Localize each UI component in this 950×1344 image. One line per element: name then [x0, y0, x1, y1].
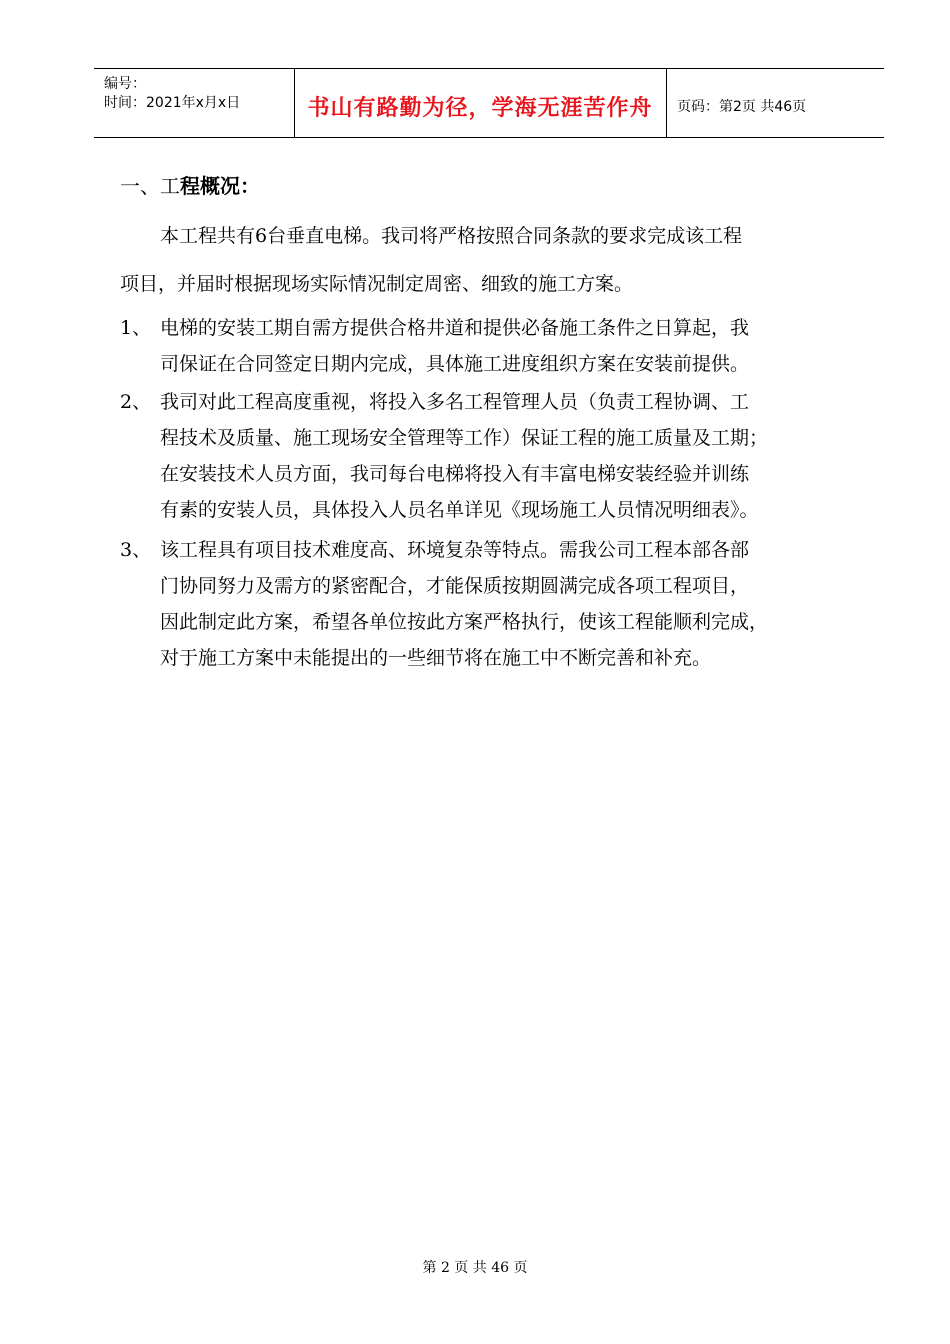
list-item-line: 门协同努力及需方的紧密配合，才能保质按期圆满完成各项工程项目， — [160, 575, 750, 597]
intro-line-2: 项目，并届时根据现场实际情况制定周密、细致的施工方案。 — [120, 273, 634, 295]
header-middle-cell — [294, 69, 667, 137]
list-item-number: 1、 — [120, 317, 152, 339]
list-item-line: 因此制定此方案，希望各单位按此方案严格执行，使该工程能顺利完成， — [160, 611, 769, 633]
list-item-number: 3、 — [120, 539, 152, 561]
page-footer: 第 2 页 共 46 页 — [422, 1260, 528, 1276]
page-info: 页码：第2页 共46页 — [677, 99, 807, 115]
section-title-bold: 程概况： — [180, 174, 260, 198]
list-item-line: 程技术及质量、施工现场安全管理等工作）保证工程的施工质量及工期； — [160, 427, 769, 449]
section-title — [120, 170, 260, 199]
list-item-line: 在安装技术人员方面，我司每台电梯将投入有丰富电梯安装经验并训练 — [160, 463, 750, 485]
list-item-line: 司保证在合同签定日期内完成，具体施工进度组织方案在安装前提供。 — [160, 353, 750, 375]
section-title-prefix: 一、工 — [120, 174, 180, 198]
intro-line-1: 本工程共有6台垂直电梯。我司将严格按照合同条款的要求完成该工程 — [160, 225, 743, 247]
header-right-cell — [667, 69, 884, 137]
list-item-line: 该工程具有项目技术难度高、环境复杂等特点。需我公司工程本部各部 — [160, 539, 750, 561]
time-label: 时间：2021年x月x日 — [104, 95, 241, 111]
list-item-line: 电梯的安装工期自需方提供合格井道和提供必备施工条件之日算起，我 — [160, 317, 750, 339]
motto-text: 书山有路勤为径，学海无涯苦作舟 — [307, 96, 653, 121]
page-header — [94, 68, 884, 138]
list-item-number: 2、 — [120, 391, 152, 413]
list-item-line: 对于施工方案中未能提出的一些细节将在施工中不断完善和补充。 — [160, 647, 712, 669]
serial-number-label: 编号： — [104, 76, 146, 92]
list-item-line: 我司对此工程高度重视，将投入多名工程管理人员（负责工程协调、工 — [160, 391, 750, 413]
header-left-cell — [94, 69, 295, 137]
list-item-line: 有素的安装人员，具体投入人员名单详见《现场施工人员情况明细表》。 — [160, 499, 759, 521]
